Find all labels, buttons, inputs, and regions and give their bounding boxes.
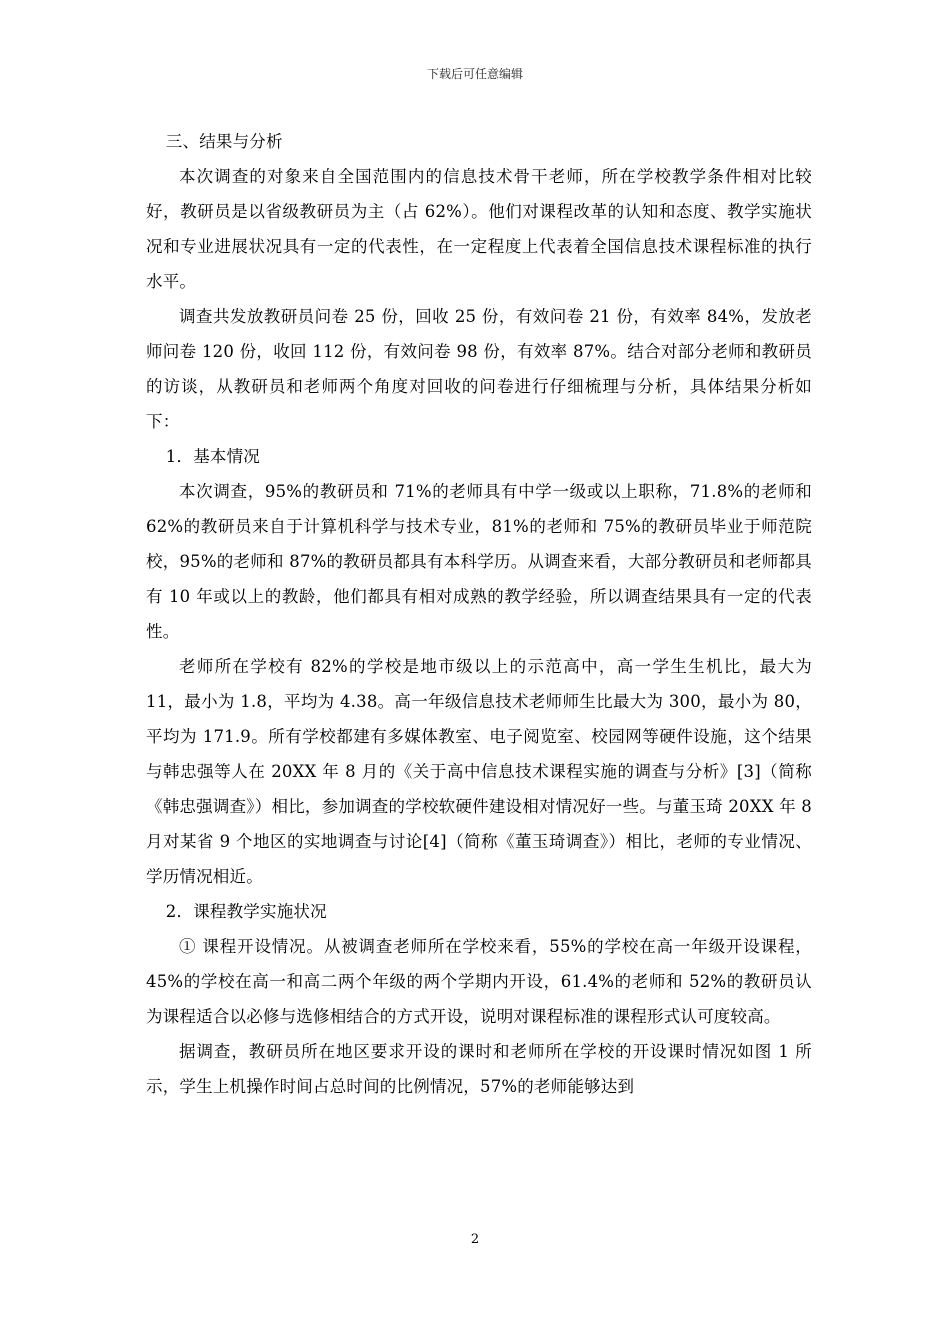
paragraph-survey-subjects: 本次调查的对象来自全国范围内的信息技术骨干老师，所在学校教学条件相对比较好，教研员是以省级教研员为主（占 62%）。他们对课程改革的认知和态度、教学实施状况和专业进展状况具有一定的代表性，在一定程度上代表着全国信息技术课程标准的执行水平。 (146, 167, 812, 291)
paragraph-basic-situation: 本次调查，95%的教研员和 71%的老师具有中学一级或以上职称，71.8%的老师和 62%的教研员来自于计算机科学与技术专业，81%的老师和 75%的教研员毕业于师范院校，95%的老师和 87%的教研员都具有本科学历。从调查来看，大部分教研员和老师都具有 10 年或以上的教龄，他们都具有相对成熟的教学经验，所以调查结果具有一定的代表性。 (146, 482, 812, 641)
paragraph-questionnaire-stats: 调查共发放教研员问卷 25 份，回收 25 份，有效问卷 21 份，有效率 84%，发放老师问卷 120 份，收回 112 份，有效问卷 98 份，有效率 87%。结合对部分老师和教研员的访谈，从教研员和老师两个角度对回收的问卷进行仔细梳理与分析，具体结果分析如下： (146, 307, 812, 431)
page-header: 下载后可任意编辑 (426, 67, 523, 81)
paragraph-course-offering: ① 课程开设情况。从被调查老师所在学校来看，55%的学校在高一年级开设课程，45%的学校在高一和高二两个年级的两个学期内开设，61.4%的老师和 52%的教研员认为课程适合以必修与选修相结合的方式开设，说明对课程标准的课程形式认可度较高。 (146, 937, 812, 1026)
document-body (146, 124, 812, 1104)
paragraph-school-conditions: 老师所在学校有 82%的学校是地市级以上的示范高中，高一学生生机比，最大为 11，最小为 1.8，平均为 4.38。高一年级信息技术老师师生比最大为 300，最小为 80，平均为 171.9。所有学校都建有多媒体教室、电子阅览室、校园网等硬件设施，这个结果与韩忠强等人在 20XX 年 8 月的《关于高中信息技术课程实施的调查与分析》[3]（简称《韩忠强调查》）相比，参加调查的学校软硬件建设相对情况好一些。与董玉琦 20XX 年 8 月对某省 9 个地区的实地调查与讨论[4]（简称《董玉琦调查》）相比，老师的专业情况、学历情况相近。 (146, 657, 812, 886)
subsection-heading-implementation: 2．课程教学实施状况 (165, 902, 327, 921)
paragraph-class-hours: 据调查，教研员所在地区要求开设的课时和老师所在学校的开设课时情况如图 1 所示，学生上机操作时间占总时间的比例情况，57%的老师能够达到 (146, 1042, 812, 1096)
section-heading-results: 三、结果与分析 (165, 132, 283, 151)
subsection-heading-basic: 1．基本情况 (165, 447, 260, 466)
page-number: 2 (470, 1232, 480, 1247)
